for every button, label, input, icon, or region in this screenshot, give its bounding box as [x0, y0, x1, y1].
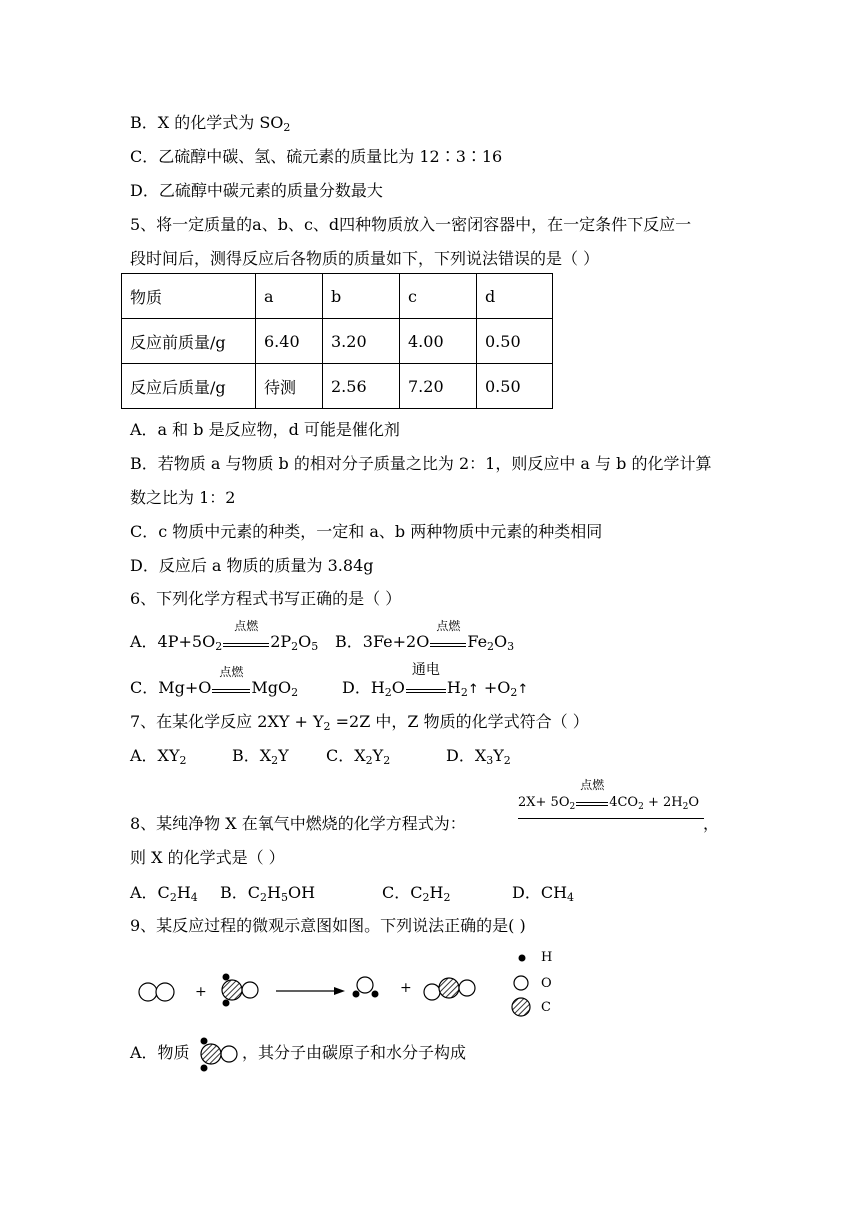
table-cell: 4.00 — [400, 319, 477, 364]
q8-option-c: C．$C_2H_2$ — [382, 883, 451, 904]
table-row — [122, 364, 553, 409]
q4-option-b: B．X 的化学式为 $SO_2$ — [130, 113, 291, 134]
table-cell: b — [323, 274, 400, 319]
legend-label-h: H — [541, 950, 553, 965]
table-row — [122, 319, 553, 364]
q7-option-a: A．$XY_2$ — [130, 746, 187, 767]
q9-stem: 9、某反应过程的微观示意图如图。下列说法正确的是( ) — [130, 916, 526, 935]
q6-option-d: D．$H_2O$ 通电 $H_2↑$ $+O_2↑$ — [342, 662, 529, 699]
table-cell: 0.50 — [477, 319, 553, 364]
legend-hydrogen-icon — [519, 955, 526, 962]
q8-stem: 8、某纯净物 X 在氧气中燃烧的化学方程式为： — [130, 814, 466, 833]
gas-arrow-icon: ↑ — [517, 682, 529, 697]
q8-options — [130, 883, 575, 904]
q4-option-c: C．乙硫醇中碳、氢、硫元素的质量比为 12∶3∶16 — [130, 147, 503, 166]
legend-label-c: C — [541, 1000, 551, 1015]
q7-stem: 7、在某化学反应 $2XY + Y_2 =2Z$ 中，Z 物质的化学式符合（ ） — [130, 712, 589, 733]
legend-carbon-icon — [512, 998, 530, 1016]
oxygen-molecule-icon — [139, 983, 174, 1001]
q6-option-c: C．Mg+O 点燃 MgO$_2$ — [130, 665, 299, 699]
q5-option-d: D．反应后 a 物质的质量为 3.84g — [130, 556, 374, 575]
water-molecule-icon — [353, 977, 379, 998]
table-cell: 反应前质量/g — [122, 319, 256, 364]
table-row — [122, 274, 553, 319]
gas-arrow-icon: ↑ — [467, 682, 479, 697]
q6-option-a: A．$4P+5O_2$ 点燃 $2P_2O_5$ — [130, 619, 319, 653]
reaction-condition: 点燃 — [212, 680, 250, 693]
q5-stem-line1: 5、将一定质量的a、b、c、d四种物质放入一密闭容器中，在一定条件下反应一 — [130, 215, 692, 234]
q8-stem-line2: 则 X 的化学式是（ ） — [130, 848, 285, 867]
q5-stem-line2: 段时间后，测得反应后各物质的质量如下，下列说法错误的是（ ） — [130, 249, 600, 268]
q9-option-a-pre: A．物质 — [130, 1043, 190, 1062]
legend-oxygen-icon — [514, 976, 528, 990]
q5-option-b-line2: 数之比为 1：2 — [130, 488, 236, 507]
q8-comma: ， — [703, 814, 720, 833]
reaction-condition: 点燃 — [430, 634, 466, 647]
legend-label-o: O — [541, 976, 552, 991]
table-cell: 反应后质量/g — [122, 364, 256, 409]
q7-option-c: C．$X_2Y_2$ — [326, 746, 391, 767]
reaction-condition: 点燃 — [223, 634, 269, 647]
carbon-dioxide-molecule-icon — [424, 978, 475, 1000]
reaction-arrow-icon — [276, 987, 345, 995]
diagram-plus-1: + — [195, 984, 207, 1000]
q5-option-c: C．c 物质中元素的种类，一定和 a、b 两种物质中元素的种类相同 — [130, 522, 603, 541]
inline-formaldehyde-molecule-icon — [201, 1038, 238, 1072]
q7-option-d: D．$X_3Y_2$ — [446, 746, 511, 767]
q8-option-a: A．$C_2H_4$ — [130, 883, 198, 904]
table-cell: 3.20 — [323, 319, 400, 364]
table-cell: 0.50 — [477, 364, 553, 409]
q6-option-b: B．3Fe+2O 点燃 $Fe_2O_3$ — [335, 619, 515, 653]
q5-mass-table — [121, 273, 553, 409]
diagram-plus-2: + — [400, 980, 412, 996]
table-cell: d — [477, 274, 553, 319]
q8-underline — [518, 818, 704, 819]
q7-options — [130, 746, 511, 767]
table-cell: c — [400, 274, 477, 319]
table-cell: 2.56 — [323, 364, 400, 409]
table-cell: 7.20 — [400, 364, 477, 409]
q7-option-b: B．$X_2Y$ — [232, 746, 289, 767]
table-cell: a — [256, 274, 323, 319]
q8-option-d: D．$CH_4$ — [512, 883, 575, 904]
q6-stem: 6、下列化学方程式书写正确的是（ ） — [130, 589, 402, 608]
formaldehyde-molecule-icon — [222, 974, 258, 1007]
reaction-condition: 点燃 — [576, 793, 608, 806]
table-cell: 物质 — [122, 274, 256, 319]
q4-option-d: D．乙硫醇中碳元素的质量分数最大 — [130, 181, 383, 200]
table-cell: 待测 — [256, 364, 323, 409]
table-cell: 6.40 — [256, 319, 323, 364]
q8-equation: $2X+ 5O_2$ 点燃 $4CO_2 + 2H_2O$ — [518, 778, 700, 812]
q5-option-b-line1: B．若物质 a 与物质 b 的相对分子质量之比为 2：1，则反应中 a 与 b 的化学计算 — [130, 454, 712, 473]
q8-option-b: B．$C_2H_5OH$ — [220, 883, 316, 904]
q5-option-a: A．a 和 b 是反应物，d 可能是催化剂 — [130, 420, 400, 439]
reaction-condition: 通电 — [406, 680, 446, 693]
q9-option-a-post: ，其分子由碳原子和水分子构成 — [242, 1043, 467, 1062]
